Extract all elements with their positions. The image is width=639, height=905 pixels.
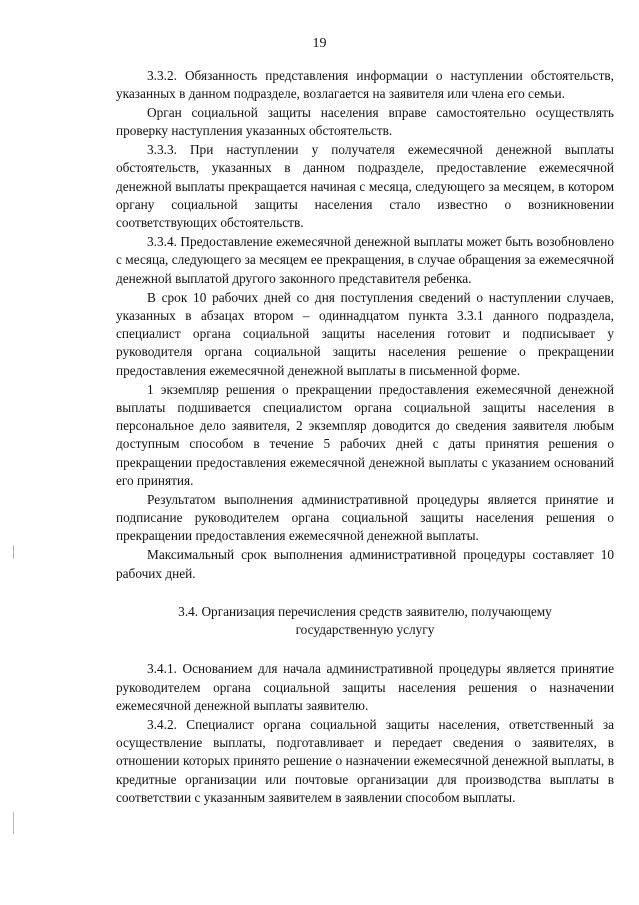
- paragraph: 3.4.2. Специалист органа социальной защиты населения, ответственный за осуществление выплаты, подготавливает и передает сведения о заявителях, в отношении которых принято решение о назначении ежемесячной денежной выплаты, в кредитные организации или почтовые организации для производства выплаты в соответствии с указанным заявителем в заявлении способом выплаты.: [116, 716, 614, 805]
- paragraph: 3.3.3. При наступлении у получателя ежемесячной денежной выплаты обстоятельств, указанных в данном подразделе, предоставление ежемесячной денежной выплаты прекращается начиная с месяца, следующего за месяцем, в котором органу социальной защиты населения стало известно о возникновении соответствующих обстоятельств.: [116, 142, 614, 231]
- scan-margin-mark: [13, 545, 14, 559]
- paragraph: 3.3.2. Обязанность представления информации о наступлении обстоятельств, указанных в данном подразделе, возлагается на заявителя или члена его семьи.: [116, 68, 614, 102]
- page-number: 19: [312, 36, 327, 51]
- document-body: [116, 67, 614, 808]
- paragraph: 3.3.4. Предоставление ежемесячной денежной выплаты может быть возобновлено с месяца, следующего за месяцем ее прекращения, в случае обращения за ежемесячной денежной выплатой другого законного представителя ребенка.: [116, 234, 614, 286]
- section-heading: 3.4. Организация перечисления средств заявителю, получающему государственную услугу: [178, 603, 552, 638]
- scan-margin-mark: [13, 812, 14, 834]
- paragraph: Орган социальной защиты населения вправе самостоятельно осуществлять проверку наступления указанных обстоятельств.: [116, 105, 614, 139]
- paragraph: Результатом выполнения административной процедуры является принятие и подписание руководителем органа социальной защиты населения решения о прекращении предоставления ежемесячной денежной выплаты.: [116, 491, 614, 544]
- paragraph: 3.4.1. Основанием для начала административной процедуры является принятие руководителем органа социальной защиты населения решения о назначении ежемесячной денежной выплаты заявителю.: [116, 661, 614, 713]
- paragraph: Максимальный срок выполнения административной процедуры составляет 10 рабочих дней.: [116, 547, 614, 581]
- paragraph: 1 экземпляр решения о прекращении предоставления ежемесячной денежной выплаты подшивается специалистом органа социальной защиты населения в персональное дело заявителя, 2 экземпляр доводится до сведения заявителя любым доступным способом в течение 5 рабочих дней с даты принятия решения о прекращении предоставления ежемесячной денежной выплаты с указанием оснований его принятия.: [116, 381, 614, 489]
- paragraph: В срок 10 рабочих дней со дня поступления сведений о наступлении случаев, указанных в абзацах втором – одиннадцатом пункта 3.3.1 данного подраздела, специалист органа социальной защиты населения готовит и подписывает у руководителя органа социальной защиты населения решение о прекращении предоставления ежемесячной денежной выплаты в письменной форме.: [116, 289, 614, 378]
